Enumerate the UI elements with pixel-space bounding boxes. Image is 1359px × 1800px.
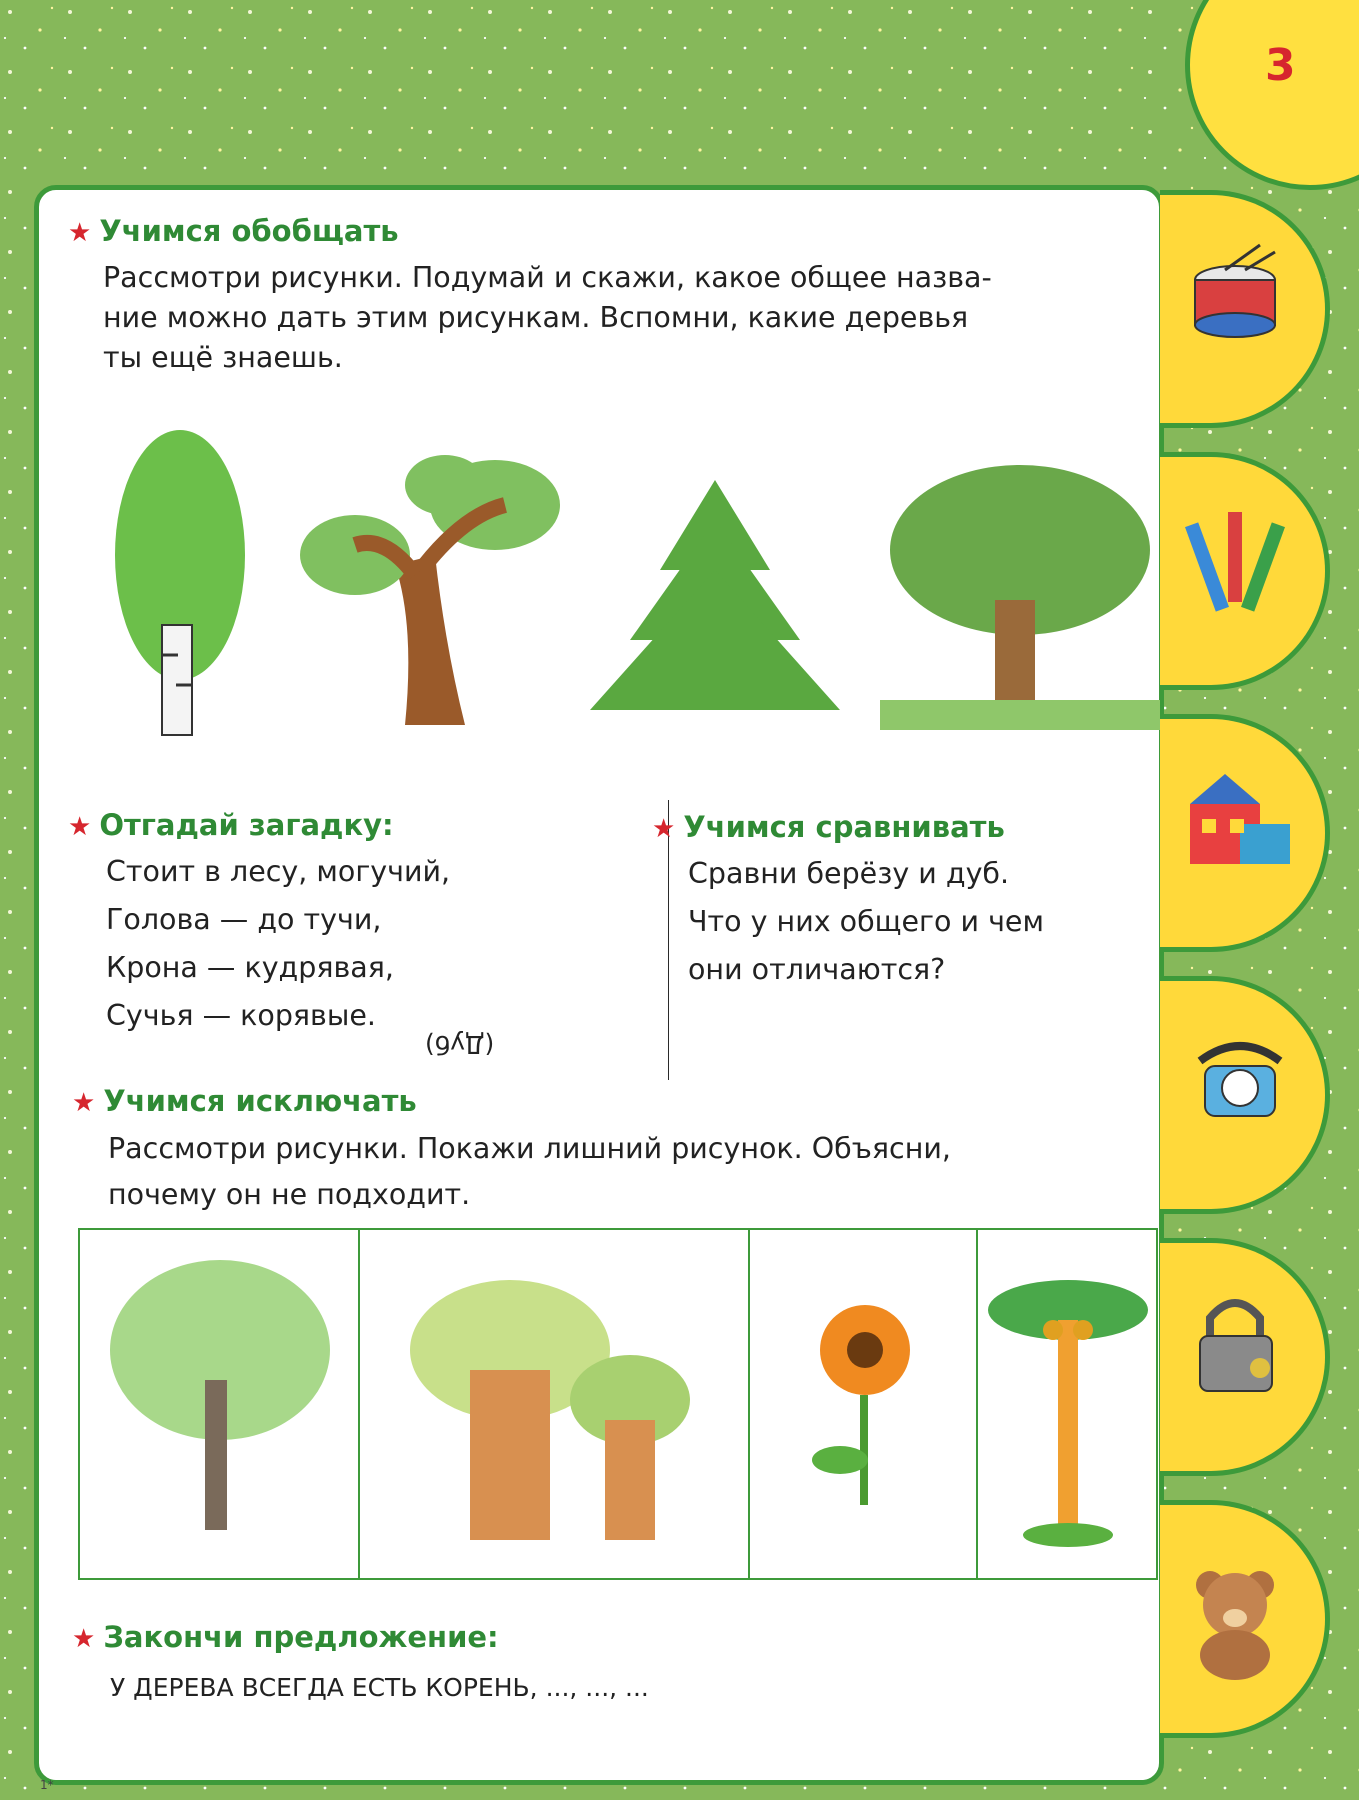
riddle-answer: (Дуб) xyxy=(425,1030,495,1059)
toy-house-icon xyxy=(1180,764,1300,874)
padlock-icon xyxy=(1180,1288,1290,1398)
star-icon: ★ xyxy=(652,814,676,844)
birch-tree-image xyxy=(100,425,260,745)
heading-generalize: ★ Учимся обобщать xyxy=(68,214,399,248)
heading-riddle: ★ Отгадай загадку: xyxy=(68,808,394,842)
grid-cell-1[interactable] xyxy=(80,1230,360,1578)
willow-image xyxy=(80,1230,350,1570)
pencils-icon xyxy=(1180,502,1290,642)
page-number: 3 xyxy=(1265,40,1296,91)
generalize-text: Рассмотри рисунки. Подумай и скажи, какое общее назва- ние можно дать этим рисункам. Вспомни, какие деревья ты ещё знаешь. xyxy=(103,261,992,374)
exclude-text: Рассмотри рисунки. Покажи лишний рисунок. Объясни, почему он не подходит. xyxy=(108,1132,951,1211)
exclude-image-grid xyxy=(78,1228,1158,1580)
grid-cell-2[interactable] xyxy=(360,1230,750,1578)
tab-toy-house[interactable] xyxy=(1160,714,1330,952)
star-icon: ★ xyxy=(72,1088,96,1118)
riddle-text: Стоит в лесу, могучий, Голова — до тучи, Крона — кудрявая, Сучья — корявые. xyxy=(106,855,451,1032)
tab-teddy-bear[interactable] xyxy=(1160,1500,1330,1738)
footer-mark: 1* xyxy=(40,1778,54,1792)
tab-padlock[interactable] xyxy=(1160,1238,1330,1476)
compare-text: Сравни берёзу и дуб. Что у них общего и чем они отличаются? xyxy=(688,857,1044,986)
heading-complete: ★ Закончи предложение: xyxy=(72,1620,499,1654)
drum-icon xyxy=(1180,240,1290,350)
side-tabs xyxy=(1160,190,1335,1770)
baobab-image xyxy=(360,1230,740,1570)
tab-drum[interactable] xyxy=(1160,190,1330,428)
palm-tree-image xyxy=(978,1230,1158,1570)
star-icon: ★ xyxy=(68,812,92,842)
telephone-icon xyxy=(1180,1026,1290,1136)
sunflower-image xyxy=(750,1230,970,1570)
grid-cell-4[interactable] xyxy=(978,1230,1156,1578)
grid-cell-3[interactable] xyxy=(750,1230,978,1578)
spruce-tree-image xyxy=(580,480,850,720)
willow-tree-image xyxy=(880,460,1160,730)
tab-pencils[interactable] xyxy=(1160,452,1330,690)
heading-exclude: ★ Учимся исключать xyxy=(72,1084,417,1118)
heading-compare: ★ Учимся сравнивать xyxy=(652,810,1005,844)
complete-sentence: У ДЕРЕВА ВСЕГДА ЕСТЬ КОРЕНЬ, ..., ..., ... xyxy=(110,1673,649,1702)
star-icon: ★ xyxy=(68,218,92,248)
oak-tree-image xyxy=(295,445,595,730)
star-icon: ★ xyxy=(72,1624,96,1654)
tab-telephone[interactable] xyxy=(1160,976,1330,1214)
teddy-bear-icon xyxy=(1180,1550,1290,1680)
